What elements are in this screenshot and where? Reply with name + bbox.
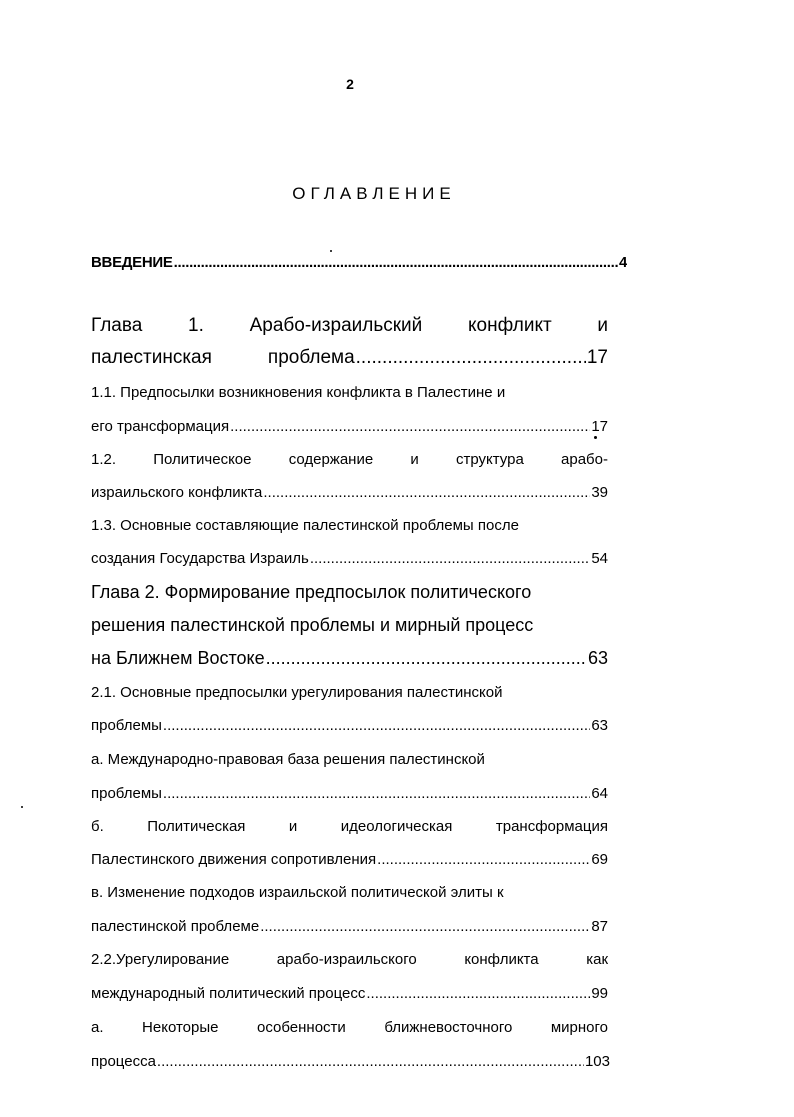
toc-subsection-2-2-a-line-2 <box>91 1053 610 1070</box>
entry-page: 99 <box>591 985 608 1002</box>
leader-dots <box>260 918 590 935</box>
toc-section-1-2-line-1 <box>91 451 608 468</box>
entry-text: на Ближнем Востоке <box>91 648 265 668</box>
leader-dots <box>163 717 590 734</box>
entry-page: 39 <box>591 484 608 501</box>
leader-dots <box>174 254 618 271</box>
toc-subsection-2-1-v-line-2 <box>91 918 608 935</box>
word: конфликт <box>467 315 552 336</box>
leader-dots <box>263 484 590 501</box>
word: содержание <box>288 451 374 468</box>
word: а. <box>91 1019 104 1036</box>
toc-chapter-1-line-1 <box>91 315 608 337</box>
toc-title: ОГЛАВЛЕНИЕ <box>292 184 456 203</box>
entry-text: проблемы <box>91 785 162 802</box>
toc-section-2-2-line-1 <box>91 951 608 968</box>
toc-section-2-1-line-1: 2.1. Основные предпосылки урегулирования палестинской <box>91 684 503 701</box>
word: арабо- <box>561 451 608 468</box>
entry-page: 103 <box>584 1053 610 1070</box>
entry-text: международный политический процесс <box>91 985 366 1002</box>
toc-subsection-2-1-v-line-1: в. Изменение подходов израильской политической элиты к <box>91 884 504 901</box>
word: идеологическая <box>340 818 453 835</box>
word: арабо-израильского <box>276 951 417 968</box>
word: как <box>586 951 608 968</box>
word: проблема <box>267 347 355 368</box>
entry-page: 63 <box>587 648 608 668</box>
leader-dots <box>266 648 587 669</box>
entry-text: ВВЕДЕНИЕ <box>91 254 173 271</box>
word: Арабо-израильский <box>249 315 423 336</box>
word: Политическое <box>153 451 252 468</box>
toc-entry-introduction <box>91 254 627 271</box>
toc-section-2-2-line-2 <box>91 985 608 1002</box>
entry-text: проблемы <box>91 717 162 734</box>
toc-subsection-2-1-a-line-1: а. Международно-правовая база решения палестинской <box>91 751 485 768</box>
leader-dots <box>366 985 590 1002</box>
word: палестинская <box>91 347 212 368</box>
word: и <box>597 315 608 336</box>
leader-dots <box>310 550 591 567</box>
word: особенности <box>257 1019 346 1036</box>
word: б. <box>91 818 104 835</box>
entry-page: 69 <box>591 851 608 868</box>
leader-dots <box>157 1053 584 1070</box>
entry-page: 17 <box>591 418 608 435</box>
entry-page: 87 <box>591 918 608 935</box>
entry-text: процесса <box>91 1053 156 1070</box>
word: Некоторые <box>142 1019 219 1036</box>
entry-text <box>91 347 355 369</box>
word: мирного <box>550 1019 608 1036</box>
leader-dots <box>356 347 586 369</box>
toc-section-1-1-line-2 <box>91 418 608 435</box>
scan-speck <box>594 436 597 439</box>
toc-chapter-2-line-2: решения палестинской проблемы и мирный процесс <box>91 615 534 635</box>
toc-subsection-2-1-b-line-2 <box>91 851 608 868</box>
toc-section-1-1-line-1: 1.1. Предпосылки возникновения конфликта в Палестине и <box>91 384 506 401</box>
toc-chapter-1-line-2 <box>91 347 608 369</box>
scan-speck <box>21 806 23 808</box>
toc-section-1-3-line-2 <box>91 550 608 567</box>
entry-text: его трансформация <box>91 418 230 435</box>
entry-text: израильского конфликта <box>91 484 263 501</box>
word: и <box>288 818 298 835</box>
scan-speck <box>330 250 332 252</box>
leader-dots <box>377 851 590 868</box>
toc-chapter-2-line-3 <box>91 648 608 669</box>
page-number: 2 <box>346 76 354 92</box>
word: конфликта <box>464 951 539 968</box>
toc-section-2-1-line-2 <box>91 717 608 734</box>
entry-page: 54 <box>591 550 608 567</box>
toc-subsection-2-1-a-line-2 <box>91 785 608 802</box>
word: и <box>410 451 419 468</box>
word: 1. <box>188 315 204 336</box>
entry-text: Палестинского движения сопротивления <box>91 851 377 868</box>
toc-chapter-2-line-1: Глава 2. Формирование предпосылок политического <box>91 582 532 602</box>
entry-page: 63 <box>591 717 608 734</box>
toc-subsection-2-2-a-line-1 <box>91 1019 608 1036</box>
word: Политическая <box>147 818 246 835</box>
leader-dots <box>230 418 590 435</box>
entry-text: создания Государства Израиль <box>91 550 309 567</box>
word: Глава <box>91 315 143 336</box>
entry-page: 17 <box>586 347 608 368</box>
entry-page: 64 <box>591 785 608 802</box>
word: ближневосточного <box>384 1019 513 1036</box>
word: 2.2.Урегулирование <box>91 951 230 968</box>
word: структура <box>455 451 524 468</box>
toc-section-1-2-line-2 <box>91 484 608 501</box>
leader-dots <box>163 785 590 802</box>
entry-text: палестинской проблеме <box>91 918 260 935</box>
entry-page: 4 <box>618 254 627 271</box>
toc-subsection-2-1-b-line-1 <box>91 818 608 835</box>
word: трансформация <box>495 818 608 835</box>
word: 1.2. <box>91 451 117 468</box>
toc-section-1-3-line-1: 1.3. Основные составляющие палестинской проблемы после <box>91 517 519 534</box>
